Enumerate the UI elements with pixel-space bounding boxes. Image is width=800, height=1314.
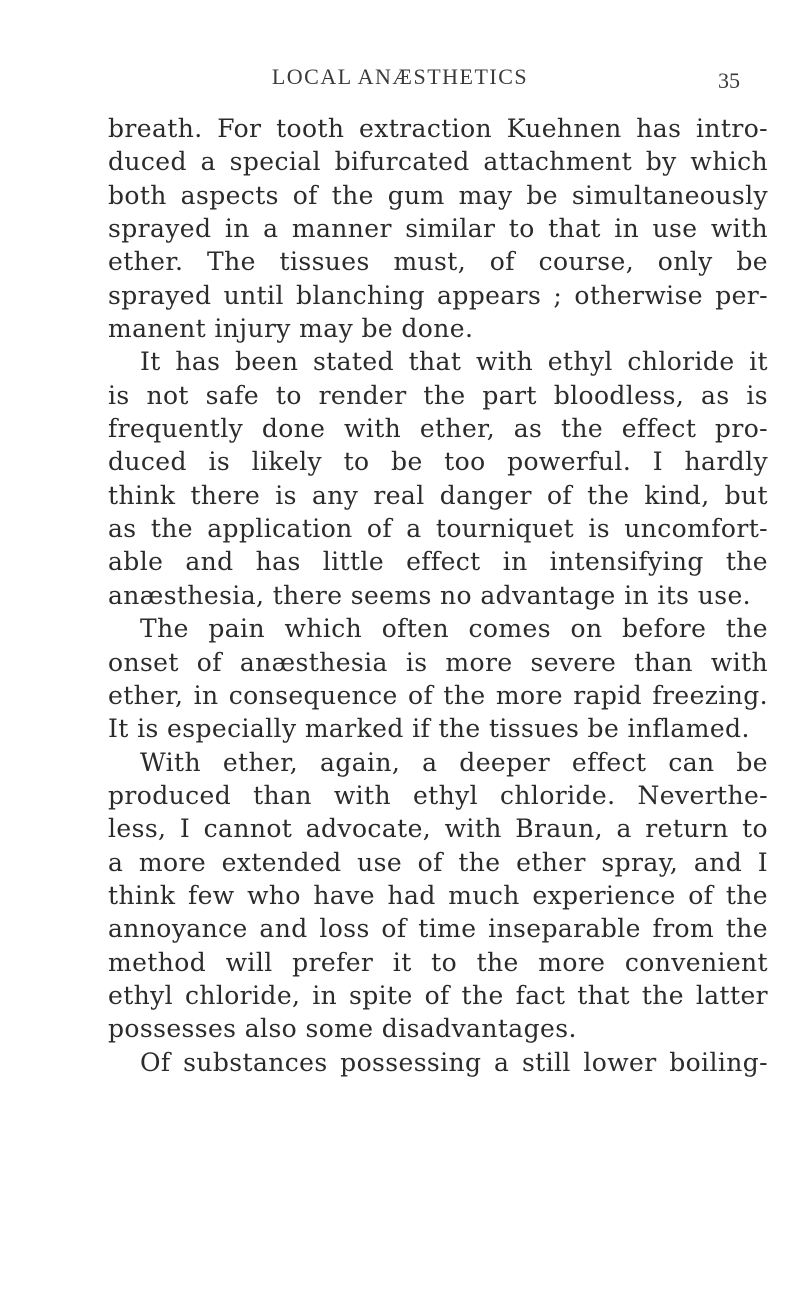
text-line: think few who have had much experience of the [108, 880, 768, 910]
text-line: duced is likely to be too powerful. I hardly [108, 447, 768, 477]
text-line: less, I cannot advocate, with Braun, a return to [108, 814, 768, 844]
text-line: It is especially marked if the tissues be inflamed. [108, 714, 750, 744]
paragraph-start-line: The pain which often comes on before the [140, 614, 768, 644]
text-line: as the application of a tourniquet is uncomfort- [108, 514, 768, 544]
text-line: both aspects of the gum may be simultaneously [108, 180, 768, 210]
body-text [108, 112, 768, 1079]
text-line: frequently done with ether, as the effect pro- [108, 414, 768, 444]
running-head [0, 62, 800, 92]
text-line: duced a special bifurcated attachment by which [108, 147, 768, 177]
text-line: ether, in consequence of the more rapid freezing. [108, 680, 768, 710]
text-line: ether. The tissues must, of course, only be [108, 247, 768, 277]
text-line: anæsthesia, there seems no advantage in its use. [108, 580, 752, 610]
paragraph-start-line: With ether, again, a deeper effect can be [140, 747, 768, 777]
text-line: produced than with ethyl chloride. Neverthe- [108, 780, 768, 810]
text-line: ethyl chloride, in spite of the fact that the latter [108, 980, 768, 1010]
paragraph-start-line: It has been stated that with ethyl chloride it [140, 347, 768, 377]
text-line: annoyance and loss of time inseparable from the [108, 914, 768, 944]
text-line: possesses also some disadvantages. [108, 1014, 577, 1044]
text-line: onset of anæsthesia is more severe than with [108, 647, 768, 677]
text-line: sprayed until blanching appears ; otherwise per- [108, 280, 768, 310]
paragraph-start-line: Of substances possessing a still lower boiling- [140, 1047, 768, 1077]
text-line: able and has little effect in intensifying the [108, 547, 768, 577]
text-line: think there is any real danger of the kind, but [108, 480, 768, 510]
page-number: 35 [718, 68, 740, 93]
running-title: LOCAL ANÆSTHETICS [271, 64, 529, 89]
text-line: breath. For tooth extraction Kuehnen has intro- [108, 114, 768, 143]
text-line: a more extended use of the ether spray, and I [108, 847, 768, 877]
text-line: method will prefer it to the more convenient [108, 947, 768, 977]
text-line: manent injury may be done. [108, 314, 474, 344]
text-line: is not safe to render the part bloodless, as is [108, 380, 768, 410]
text-line: sprayed in a manner similar to that in use with [108, 214, 768, 244]
